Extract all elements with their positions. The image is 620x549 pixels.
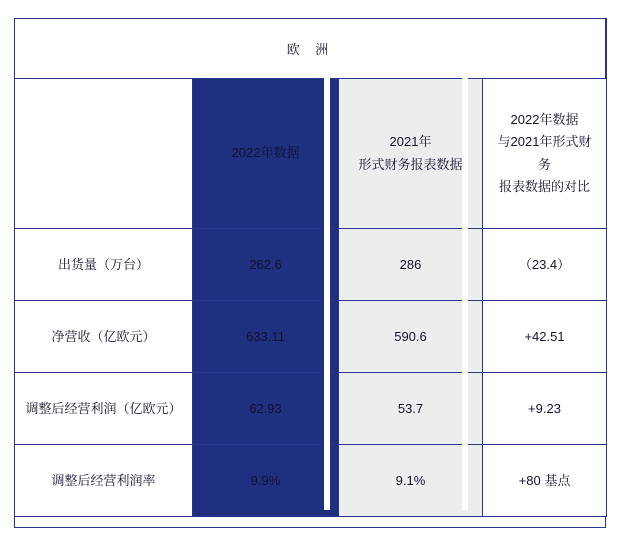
row-label-adjusted-operating-margin: 调整后经营利润率 — [15, 445, 193, 517]
table-row — [15, 301, 607, 373]
cell-shipments-2021: 286 — [339, 229, 483, 301]
header-cell-comparison — [483, 79, 607, 229]
cell-adjusted-operating-margin-comparison: +80 基点 — [483, 445, 607, 517]
header-comparison-line1: 2022年数据 — [510, 112, 579, 128]
row-label-shipments: 出货量（万台） — [15, 229, 193, 301]
header-cell-2022 — [193, 79, 339, 229]
cell-net-revenue-2021: 590.6 — [339, 301, 483, 373]
cell-adjusted-operating-margin-2022: 9.9% — [193, 445, 339, 517]
cell-adjusted-operating-margin-2021: 9.1% — [339, 445, 483, 517]
cell-adjusted-operating-profit-comparison: +9.23 — [483, 373, 607, 445]
row-label-net-revenue: 净营收（亿欧元） — [15, 301, 193, 373]
header-cell-blank — [15, 79, 193, 229]
header-2022-line1: 2022年数据 — [231, 145, 300, 161]
row-label-adjusted-operating-profit: 调整后经营利润（亿欧元） — [15, 373, 193, 445]
cell-net-revenue-2022: 633.11 — [193, 301, 339, 373]
header-comparison-line2: 与2021年形式财务 — [497, 134, 592, 172]
column-gutter-left — [324, 78, 330, 510]
table-title: 欧 洲 — [15, 19, 607, 79]
header-cell-2021 — [339, 79, 483, 229]
cell-net-revenue-comparison: +42.51 — [483, 301, 607, 373]
table-row — [15, 373, 607, 445]
cell-adjusted-operating-profit-2022: 62.93 — [193, 373, 339, 445]
cell-shipments-comparison: （23.4） — [483, 229, 607, 301]
europe-financial-table — [14, 18, 607, 517]
table-title-row — [15, 19, 607, 79]
table-row — [15, 229, 607, 301]
header-comparison-line3: 报表数据的对比 — [498, 178, 590, 194]
header-2021-line1: 2021年 — [389, 134, 432, 150]
column-gutter-right — [462, 78, 468, 510]
table-row — [15, 445, 607, 517]
cell-adjusted-operating-profit-2021: 53.7 — [339, 373, 483, 445]
cell-shipments-2022: 262.6 — [193, 229, 339, 301]
table-header-row — [15, 79, 607, 229]
header-2021-line2: 形式财务报表数据 — [358, 156, 463, 172]
